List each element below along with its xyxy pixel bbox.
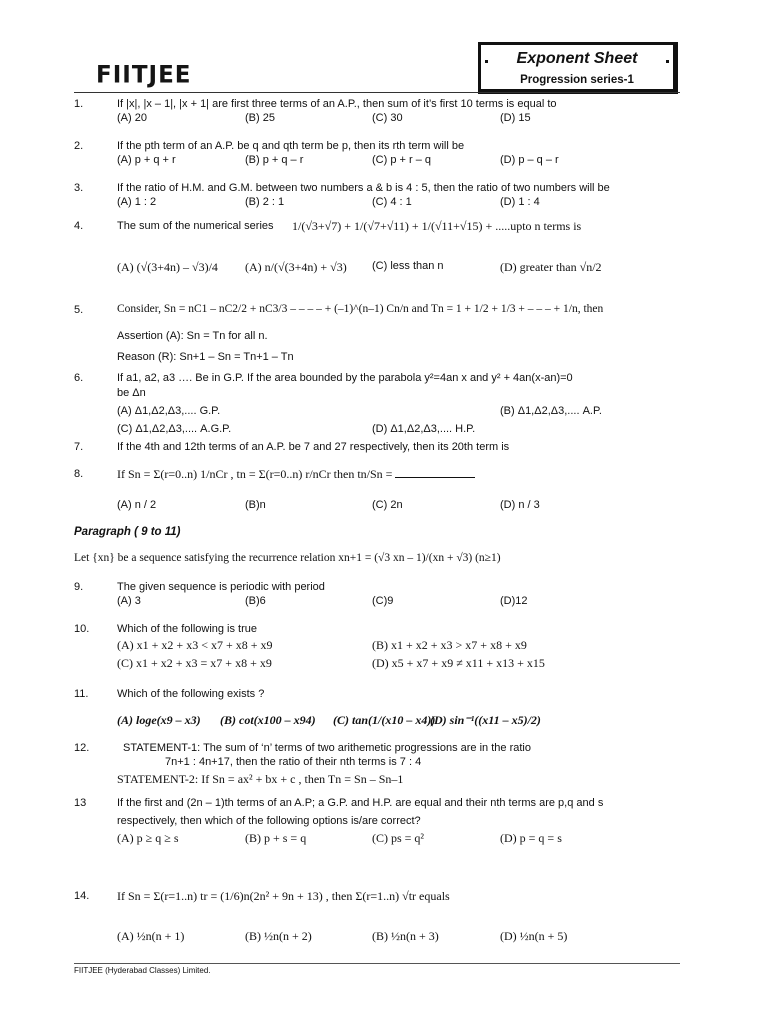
question-6-number: 6. (74, 372, 84, 384)
q8-option-a: (A) n / 2 (117, 499, 157, 511)
q10-option-b: (B) x1 + x2 + x3 > x7 + x8 + x9 (372, 638, 527, 652)
q13-option-c: (C) ps = q² (372, 831, 425, 845)
question-14-number: 14. (74, 890, 90, 902)
q8-option-c: (C) 2n (372, 499, 403, 511)
sheet-title-box (478, 42, 678, 94)
footer-rule (74, 963, 680, 964)
q3-option-d: (D) 1 : 4 (500, 196, 540, 208)
q9-option-b: (B)6 (245, 595, 266, 607)
q8-option-b: (B)n (245, 499, 266, 511)
question-11-text: Which of the following exists ? (117, 688, 265, 700)
question-4-number: 4. (74, 220, 84, 232)
q9-option-a: (A) 3 (117, 595, 141, 607)
q14-option-d: (D) ½n(n + 5) (500, 929, 568, 943)
q13-option-b: (B) p + s = q (245, 831, 307, 845)
q2-option-b: (B) p + q – r (245, 154, 304, 166)
q6-option-c: (C) Δ1,Δ2,Δ3,.... A.G.P. (117, 423, 232, 435)
question-1-number: 1. (74, 98, 84, 110)
question-1-text: If |x|, |x – 1|, |x + 1| are first three terms of an A.P., then sum of it’s first 10 terms is equal to (117, 98, 557, 110)
q8-option-d: (D) n / 3 (500, 499, 540, 511)
question-10-number: 10. (74, 623, 90, 635)
q9-option-c: (C)9 (372, 595, 394, 607)
q2-option-d: (D) p – q – r (500, 154, 559, 166)
q5-reason: Reason (R): Sn+1 – Sn = Tn+1 – Tn (117, 351, 294, 363)
question-12-text-2: 7n+1 : 4n+17, then the ratio of their nth terms is 7 : 4 (165, 756, 422, 768)
question-5-text: Consider, Sn = nC1 – nC2/2 + nC3/3 – – – – + (–1)^(n–1) Cn/n and Tn = 1 + 1/2 + 1/3 + – – – + 1/n, then (117, 303, 604, 315)
q10-option-d: (D) x5 + x7 + x9 ≠ x11 + x13 + x15 (372, 656, 545, 670)
question-7-number: 7. (74, 441, 84, 453)
q4-series-expression: 1/(√3+√7) + 1/(√7+√11) + 1/(√11+√15) + .....upto n terms is (292, 219, 582, 233)
q10-option-c: (C) x1 + x2 + x3 = x7 + x8 + x9 (117, 656, 272, 670)
q8-expression: If Sn = Σ(r=0..n) 1/nCr , tn = Σ(r=0..n) r/nCr then tn/Sn = (117, 467, 393, 481)
q3-option-c: (C) 4 : 1 (372, 196, 412, 208)
q2-option-c: (C) p + r – q (372, 154, 431, 166)
q14-option-a: (A) ½n(n + 1) (117, 929, 185, 943)
q13-option-d: (D) p = q = s (500, 831, 562, 845)
q10-option-a: (A) x1 + x2 + x3 < x7 + x8 + x9 (117, 638, 273, 652)
q1-option-c: (C) 30 (372, 112, 403, 124)
question-9-number: 9. (74, 581, 84, 593)
sheet-subtitle: Progression series-1 (520, 74, 634, 86)
q8-answer-blank (395, 467, 475, 478)
question-7-text: If the 4th and 12th terms of an A.P. be 7 and 27 respectively, then its 20th term is (117, 441, 510, 453)
q14-option-c: (B) ½n(n + 3) (372, 929, 439, 943)
question-4-text: The sum of the numerical series (117, 220, 274, 232)
q5-assertion: Assertion (A): Sn = Tn for all n. (117, 330, 268, 342)
q2-option-a: (A) p + q + r (117, 154, 176, 166)
question-8-text (117, 467, 475, 482)
q4-option-c: (C) less than n (372, 260, 444, 272)
q3-option-b: (B) 2 : 1 (245, 196, 285, 208)
q11-option-d: (D) sin⁻¹((x11 – x5)/2) (430, 713, 541, 727)
question-11-number: 11. (74, 688, 89, 700)
header-rule (74, 92, 680, 93)
question-6-text: If a1, a2, a3 …. Be in G.P. If the area bounded by the parabola y²=4an x and y² + 4an(x-an)=0 (117, 372, 573, 384)
paragraph-text: Let {xn} be a sequence satisfying the recurrence relation xn+1 = (√3 xn – 1)/(xn + √3) (n≥1) (74, 552, 501, 564)
q11-option-c: (C) tan(1/(x10 – x4)) (333, 713, 436, 727)
question-3-number: 3. (74, 182, 84, 194)
question-13-text-2: respectively, then which of the following options is/are correct? (117, 815, 421, 827)
q3-option-a: (A) 1 : 2 (117, 196, 157, 208)
question-2-number: 2. (74, 140, 84, 152)
q13-option-a: (A) p ≥ q ≥ s (117, 831, 179, 845)
question-2-text: If the pth term of an A.P. be q and qth term be p, then its rth term will be (117, 140, 465, 152)
question-12-number: 12. (74, 742, 90, 754)
q1-option-b: (B) 25 (245, 112, 275, 124)
q1-option-d: (D) 15 (500, 112, 531, 124)
paragraph-title: Paragraph ( 9 to 11) (74, 526, 181, 538)
question-12-statement-2: STATEMENT-2: If Sn = ax² + bx + c , then Tn = Sn – Sn–1 (117, 772, 404, 786)
q4-option-a: (A) (√(3+4n) – √3)/4 (117, 260, 218, 274)
q11-option-b: (B) cot(x100 – x94) (220, 713, 316, 727)
question-13-number: 13 (74, 797, 87, 809)
question-10-text: Which of the following is true (117, 623, 258, 635)
question-9-text: The given sequence is periodic with period (117, 581, 325, 593)
q11-option-a: (A) loge(x9 – x3) (117, 713, 201, 727)
q6-option-b: (B) Δ1,Δ2,Δ3,.... A.P. (500, 405, 602, 417)
question-3-text: If the ratio of H.M. and G.M. between two numbers a & b is 4 : 5, then the ratio of two numbers will be (117, 182, 610, 194)
q6-option-a: (A) Δ1,Δ2,Δ3,.... G.P. (117, 405, 221, 417)
q9-option-d: (D)12 (500, 595, 528, 607)
question-12-text: STATEMENT-1: The sum of ‘n’ terms of two arithemetic progressions are in the ratio (123, 742, 531, 754)
question-5-number: 5. (74, 304, 84, 316)
question-6-text-2: be Δn (117, 387, 146, 399)
footer-text: FIITJEE (Hyderabad Classes) Limited. (74, 966, 211, 975)
fiitjee-logo: FIITJEE (96, 61, 192, 89)
q1-option-a: (A) 20 (117, 112, 147, 124)
question-8-number: 8. (74, 468, 84, 480)
q4-option-d: (D) greater than √n/2 (500, 260, 602, 274)
q6-option-d: (D) Δ1,Δ2,Δ3,.... H.P. (372, 423, 476, 435)
q14-option-b: (B) ½n(n + 2) (245, 929, 312, 943)
question-14-text: If Sn = Σ(r=1..n) tr = (1/6)n(2n² + 9n + 13) , then Σ(r=1..n) √tr equals (117, 889, 450, 903)
q4-option-b: (A) n/(√(3+4n) + √3) (245, 260, 347, 274)
sheet-title: Exponent Sheet (516, 50, 638, 67)
question-13-text: If the first and (2n – 1)th terms of an A.P; a G.P. and H.P. are equal and their nth terms are p,q and s (117, 797, 604, 809)
